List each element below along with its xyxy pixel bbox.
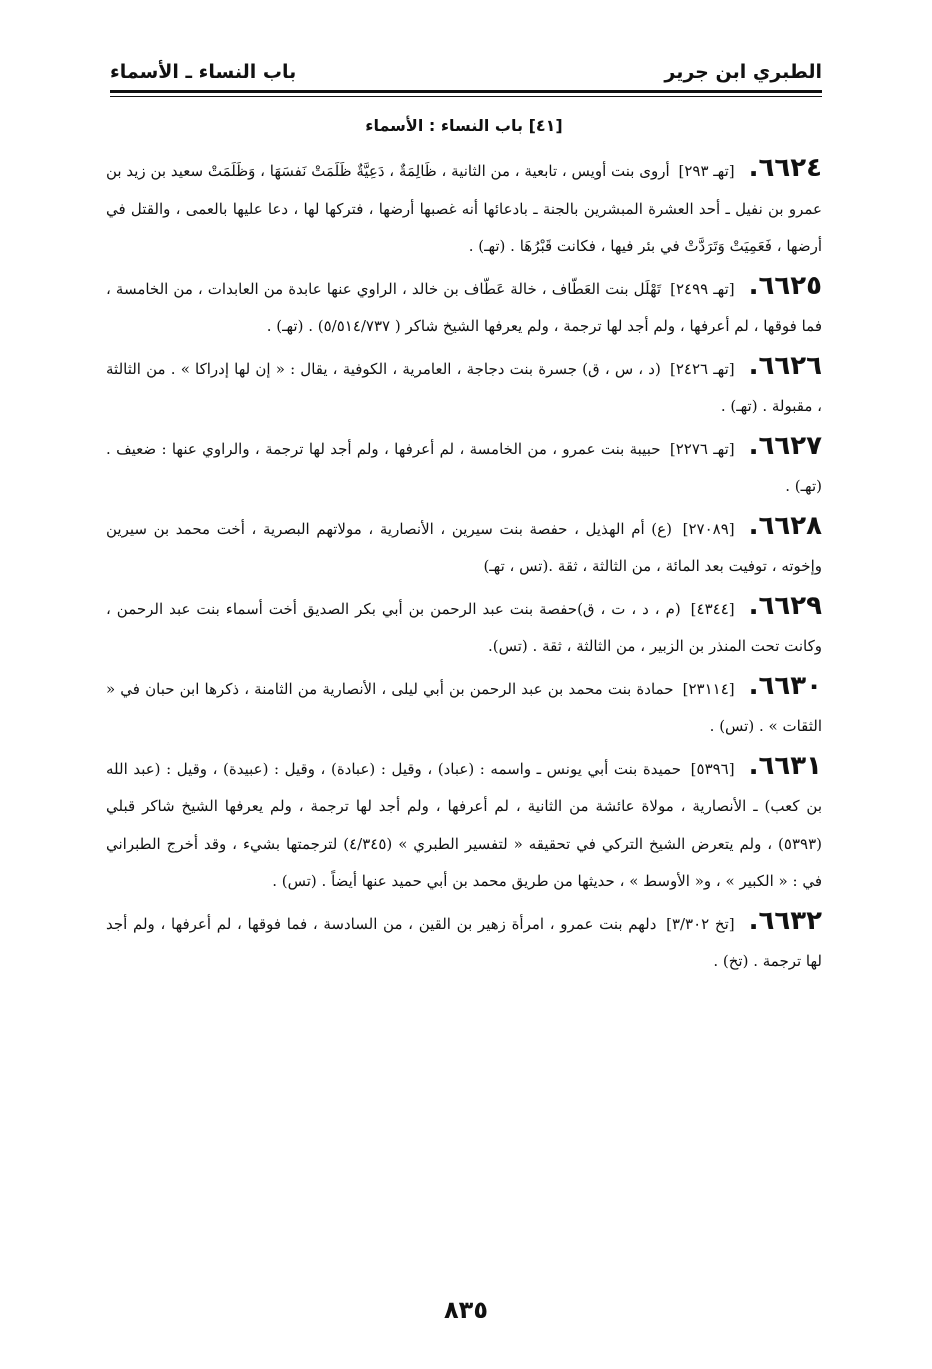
entry: [106, 588, 822, 666]
author-running-head: الطبري ابن جرير: [664, 61, 822, 83]
entry: [106, 508, 822, 586]
entry-text: حميدة بنت أبي يونس ـ واسمه : (عباد) ، وقيل : (عبادة) ، وقيل : (عبيدة) ، وقيل : (عبد الله بن كعب) ـ الأنصارية ، مولاة عائشة من الثانية ، لم أعرفها ، ولم أجد لها ترجمة ، ولم يعرفها الشيخ شاكر قبلي (٥٣٩٣) ، ولم يتعرض الشيخ التركي في تحقيقه « لتفسير الطبري » (٤/٣٤٥) لترجمتها بشيء ، وقد أخرج الطبراني في : « الكبير » ، و« الأوسط » ، حديثها من طريق محمد بن أبي حميد عنها أيضاً . (تس) .: [106, 759, 822, 890]
entry-number: ٦٦٢٦.: [748, 350, 822, 381]
entry-text: دلهم بنت عمرو ، امرأة زهير بن القين ، من السادسة ، فما فوقها ، لم أعرفها ، ولم أجد لها ترجمة . (تخ) .: [106, 914, 822, 970]
entry-text: (ع) أم الهذيل ، حفصة بنت سيرين ، الأنصارية ، مولاتهم البصرية ، أخت محمد بن سيرين وإخوته ، توفيت بعد المائة ، من الثالثة ، ثقة .(تس ، تهـ): [106, 519, 822, 575]
entry-reference: [٢٣١١٤]: [682, 679, 735, 698]
entry-text: (م ، د ، ت ، ق)حفصة بنت عبد الرحمن بن أبي بكر الصديق أخت أسماء بنت عبد الرحمن ، وكانت تحت المنذر بن الزبير ، من الثالثة ، ثقة . (تس).: [106, 599, 822, 655]
page-body: [106, 104, 822, 983]
entry-reference: [٤٣٤٤]: [690, 599, 735, 618]
entry: [106, 428, 822, 506]
entry-number: ٦٦٣١.: [748, 750, 822, 781]
entry-number: ٦٦٢٨.: [748, 510, 822, 541]
entry-reference: [٥٣٩٦]: [690, 759, 735, 778]
entry-reference: [تهـ ٢٤٩٩]: [670, 279, 735, 298]
entry-reference: [تهـ ٢٩٣]: [678, 162, 735, 180]
page-header: [110, 44, 822, 92]
section-running-head: باب النساء ـ الأسماء: [110, 61, 297, 83]
entry: [106, 668, 822, 746]
entry-reference: [تهـ ٢٢٧٦]: [669, 439, 735, 458]
entry: [106, 268, 822, 346]
page-number: ٨٣٥: [444, 1296, 488, 1324]
header-rule-thick: [110, 90, 822, 93]
entry: [106, 150, 822, 266]
entry: [106, 748, 822, 901]
entry-number: ٦٦٢٤.: [748, 153, 823, 183]
entry-reference: [تهـ ٢٤٢٦]: [670, 359, 735, 378]
header-rule-thin: [110, 96, 822, 97]
entry-text: حبيبة بنت عمرو ، من الخامسة ، لم أعرفها ، ولم أجد لها ترجمة ، والراوي عنها : ضعيف . (تهـ) .: [106, 439, 822, 495]
entry-number: ٦٦٢٧.: [748, 430, 822, 461]
entry: [106, 903, 822, 981]
entry-text: أروى بنت أويس ، تابعية ، من الثانية ، ظَالِمَةٌ ، دَعِيَّةٌ ظَلَمَتْ نَفسَهَا ، وَظَلَمَتْ سعيد بن زيد بن عمرو بن نفيل ـ أحد العشرة المبشرين بالجنة ـ بادعائها أنه غصبها أرضها ، فتركها لها ، دعا عليها بالعمى ، والقتل في أرضها ، فَعَمِيَتْ وَتَرَدَّتْ في بئر فيها ، فكانت قَبْرُهَا . (تهـ) .: [106, 162, 822, 255]
entry-reference: [تخ ٣/٣٠٢]: [666, 914, 735, 933]
entry-number: ٦٦٢٥.: [748, 270, 822, 301]
entry-text: (د ، س ، ق) جسرة بنت دجاجة ، العامرية ، الكوفية ، يقال : « إن لها إدراكا » . من الثالثة ، مقبولة . (تهـ) .: [106, 359, 822, 415]
entry-number: ٦٦٣٢.: [748, 905, 822, 936]
entry-text: تَهْلَل بنت العَطّاف ، خالة عَطّاف بن خالد ، الراوي عنها عابدة من العابدات ، من الخامسة ، فما فوقها ، لم أعرفها ، ولم أجد لها ترجمة ، ولم يعرفها الشيخ شاكر ( ٥/٥١٤/٧٣٧) . (تهـ) .: [106, 279, 822, 335]
entry: [106, 348, 822, 426]
entry-reference: [٢٧٠٨٩]: [682, 519, 735, 538]
entry-number: ٦٦٣٠.: [748, 670, 822, 701]
chapter-title: [٤١] باب النساء : الأسماء: [365, 116, 563, 135]
entry-text: حمادة بنت محمد بن عبد الرحمن بن أبي ليلى ، الأنصارية من الثامنة ، ذكرها ابن حبان في « الثقات » . (تس) .: [106, 679, 822, 735]
entry-number: ٦٦٢٩.: [748, 590, 822, 621]
